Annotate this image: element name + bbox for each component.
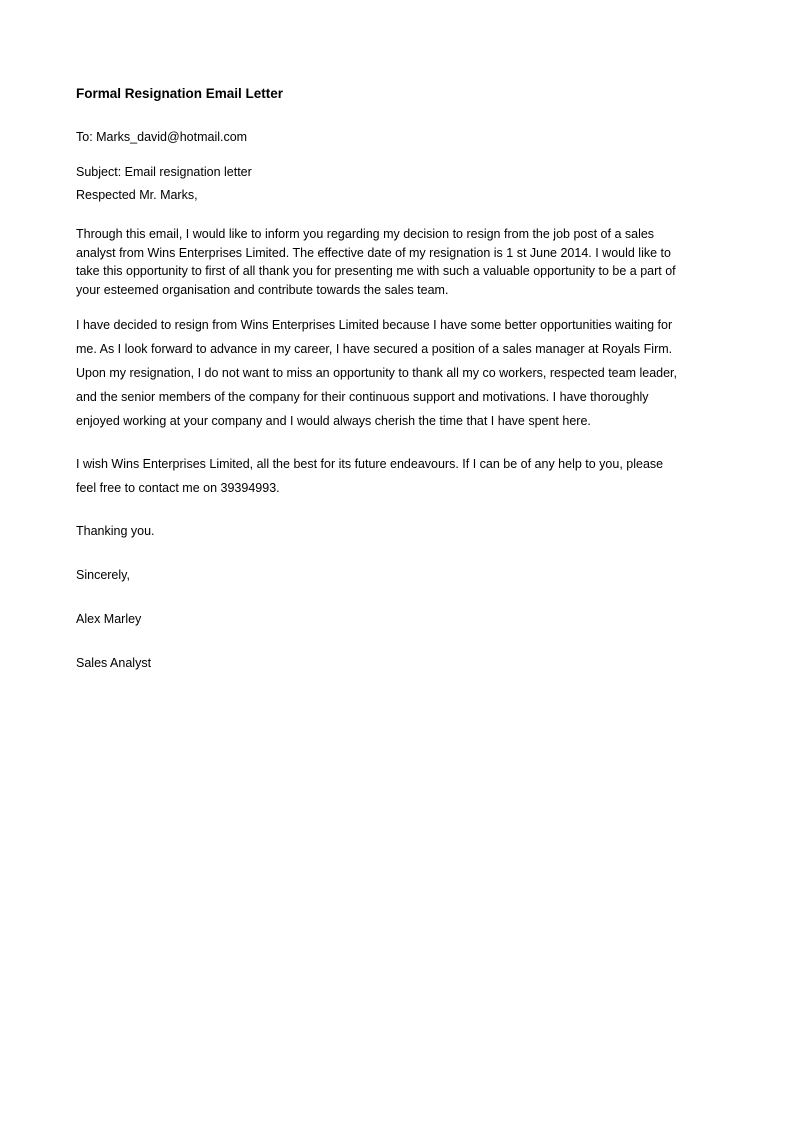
signature-title: Sales Analyst [76,656,152,670]
paragraph-line: enjoyed working at your company and I would always cherish the time that I have spent here. [76,414,591,428]
paragraph-line: Upon my resignation, I do not want to miss an opportunity to thank all my co workers, respected team leader, [76,366,677,380]
letter-title: Formal Resignation Email Letter [76,86,284,101]
closing-line: Sincerely, [76,568,130,582]
recipient-line: To: Marks_david@hotmail.com [76,130,248,144]
paragraph-line: I have decided to resign from Wins Enterprises Limited because I have some better opportunities waiting for [76,318,673,332]
paragraph-line: me. As I look forward to advance in my career, I have secured a position of a sales manager at Royals Firm. [76,342,673,356]
paragraph-line: analyst from Wins Enterprises Limited. The effective date of my resignation is 1 st June 2014. I would like to [76,245,671,260]
paragraph-reason [76,313,716,433]
paragraph-line: take this opportunity to first of all thank you for presenting me with such a valuable opportunity to be a part of [76,264,676,278]
paragraph-line: your esteemed organisation and contribute towards the sales team. [76,282,449,297]
subject-line: Subject: Email resignation letter [76,165,252,179]
paragraph-line: and the senior members of the company for their continuous support and motivations. I have thoroughly [76,390,649,404]
paragraph-wishes [76,452,716,500]
paragraph-intro [76,225,716,299]
paragraph-line: feel free to contact me on 39394993. [76,481,280,495]
salutation: Respected Mr. Marks, [76,188,198,202]
thanks-line: Thanking you. [76,524,155,538]
paragraph-line: Through this email, I would like to inform you regarding my decision to resign from the job post of a sales [76,227,655,241]
paragraph-line: I wish Wins Enterprises Limited, all the best for its future endeavours. If I can be of any help to you, please [76,457,664,471]
signature-name: Alex Marley [76,612,142,626]
